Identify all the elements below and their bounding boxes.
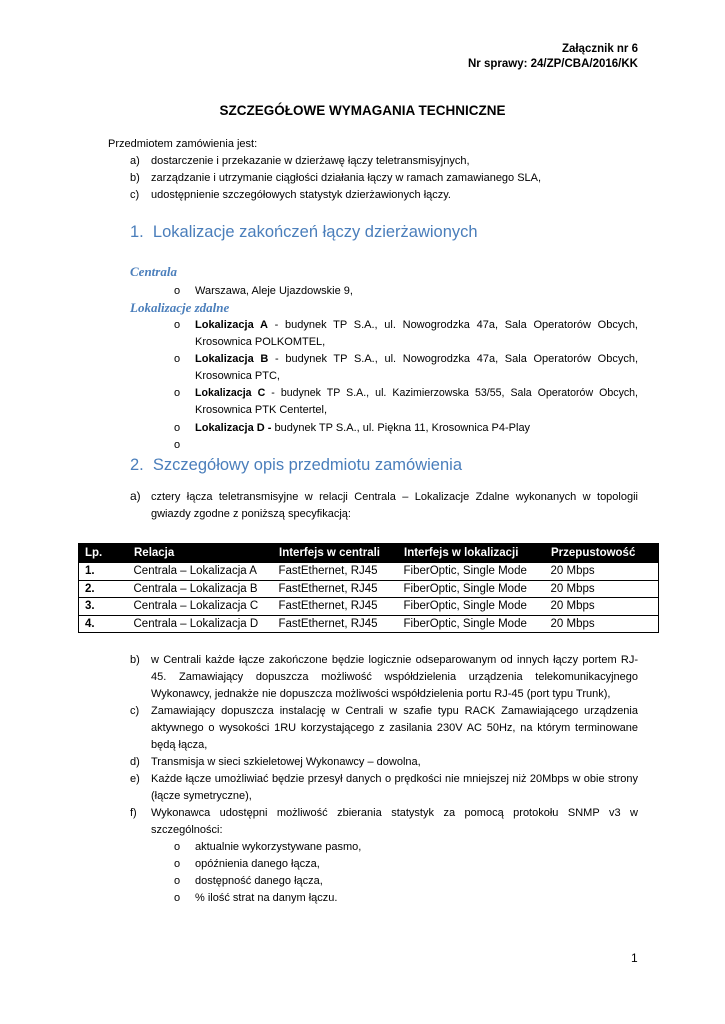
bullet: o (174, 892, 181, 904)
table-row (79, 598, 659, 616)
list-label: e) (130, 773, 140, 785)
bullet: o (174, 841, 181, 853)
case-number: Nr sprawy: 24/ZP/CBA/2016/KK (467, 58, 638, 70)
column-header: Interfejs w lokalizacji (398, 544, 545, 563)
table-cell: FastEthernet, RJ45 (273, 598, 398, 616)
section-heading: 1. Lokalizacje zakończeń łączy dzierżawionych (130, 223, 478, 241)
table-cell: FiberOptic, Single Mode (398, 563, 545, 581)
list-item: Wykonawca udostępni możliwość zbierania statystyk za pomocą protokołu SNMP v3 w szczególności: (151, 807, 638, 836)
table-cell: Centrala – Lokalizacja C (128, 598, 273, 616)
table-cell: 20 Mbps (545, 580, 659, 598)
stat-item: % ilość strat na danym łączu. (195, 892, 338, 904)
table-cell: FiberOptic, Single Mode (398, 598, 545, 616)
table-cell: 4. (79, 615, 128, 633)
stat-item: dostępność danego łącza, (195, 875, 323, 887)
remote-location-a: Lokalizacja A - budynek TP S.A., ul. Nowogrodzka 47a, Sala Operatorów Obcych, (195, 319, 638, 331)
list-item: w Centrali każde łącze zakończone będzie logicznie odseparowanym od innych łączy portem RJ-45. Zamawiający dopuszcza możliwość współdzielenia urządzenia telekomunikacyjnego Wykonawcy, jednakże nie dopuszcza możliwości współdzielenia portu RJ-45 (port typu Trunk), (151, 654, 638, 700)
stat-item: opóźnienia danego łącza, (195, 858, 320, 870)
list-item: Każde łącze umożliwiać będzie przesył danych o prędkości nie mniejszej niż 20Mbps w obie strony (łącze symetryczne), (151, 773, 638, 802)
table-cell: FastEthernet, RJ45 (273, 580, 398, 598)
list-label: a) (130, 155, 140, 167)
table-cell: Centrala – Lokalizacja A (128, 563, 273, 581)
list-item: udostępnienie szczegółowych statystyk dzierżawionych łączy. (151, 189, 451, 201)
table-cell: 2. (79, 580, 128, 598)
table-cell: 20 Mbps (545, 615, 659, 633)
column-header: Przepustowość (545, 544, 659, 563)
table-cell: 20 Mbps (545, 598, 659, 616)
list-item: cztery łącza teletransmisyjne w relacji Centrala – Lokalizacje Zdalne wykonanych w topologii gwiazdy zgodne z poniższą specyfikacją: (151, 491, 638, 520)
table-cell: FiberOptic, Single Mode (398, 580, 545, 598)
list-label: b) (130, 654, 140, 666)
remote-location-d: Lokalizacja D - budynek TP S.A., ul. Piękna 11, Krosownica P4-Play (195, 422, 531, 434)
remote-location-a-detail: Krosownica POLKOMTEL, (195, 336, 326, 348)
remote-location-c-detail: Krosownica PTK Centertel, (195, 404, 328, 416)
page-number: 1 (631, 951, 638, 965)
table-cell: 1. (79, 563, 128, 581)
table-row (79, 563, 659, 581)
list-label: f) (130, 807, 137, 819)
list-item: zarządzanie i utrzymanie ciągłości działania łączy w ramach zamawianego SLA, (151, 172, 542, 184)
central-address: Warszawa, Aleje Ujazdowskie 9, (195, 285, 353, 297)
table-cell: Centrala – Lokalizacja D (128, 615, 273, 633)
bullet: o (174, 422, 181, 434)
table-cell: 20 Mbps (545, 563, 659, 581)
bullet: o (174, 319, 181, 331)
bullet: o (174, 858, 181, 870)
remote-location-b-detail: Krosownica PTC, (195, 370, 280, 382)
list-label: c) (130, 705, 140, 717)
table-cell: FastEthernet, RJ45 (273, 615, 398, 633)
table-row (79, 580, 659, 598)
column-header: Interfejs w centrali (273, 544, 398, 563)
list-label: d) (130, 756, 140, 768)
document-title: SZCZEGÓŁOWE WYMAGANIA TECHNICZNE (219, 103, 506, 118)
table-header-row (79, 544, 659, 563)
table-cell: FastEthernet, RJ45 (273, 563, 398, 581)
list-label: c) (130, 189, 140, 201)
column-header: Relacja (128, 544, 273, 563)
table-row (79, 615, 659, 633)
stat-item: aktualnie wykorzystywane pasmo, (195, 841, 362, 853)
bullet: o (174, 439, 181, 451)
links-table (78, 543, 659, 633)
list-item: Transmisja w sieci szkieletowej Wykonawcy – dowolna, (151, 756, 421, 768)
remote-location-b: Lokalizacja B - budynek TP S.A., ul. Nowogrodzka 47a, Sala Operatorów Obcych, (195, 353, 638, 365)
list-item: dostarczenie i przekazanie w dzierżawę łączy teletransmisyjnych, (151, 155, 470, 167)
table-cell: 3. (79, 598, 128, 616)
table-cell: Centrala – Lokalizacja B (128, 580, 273, 598)
list-item: Zamawiający dopuszcza instalację w Centrali w szafie typu RACK Zamawiającego urządzenia aktywnego o wysokości 1RU korzystającego z zasilania 230V AC 50Hz, na którym terminowane będą łącza, (151, 705, 638, 751)
list-label: b) (130, 172, 140, 184)
remote-location-c: Lokalizacja C - budynek TP S.A., ul. Kazimierzowska 53/55, Sala Operatorów Obcych, (195, 387, 638, 399)
list-label: a) (130, 489, 141, 503)
bullet: o (174, 875, 181, 887)
bullet: o (174, 387, 181, 399)
attachment-label: Załącznik nr 6 (561, 43, 638, 55)
intro-lead: Przedmiotem zamówienia jest: (108, 138, 258, 150)
bullet: o (174, 285, 181, 297)
bullet: o (174, 353, 181, 365)
subheading-central: Centrala (130, 264, 177, 279)
subheading-remote: Lokalizacje zdalne (130, 300, 230, 315)
section-heading: 2. Szczegółowy opis przedmiotu zamówienia (130, 456, 462, 474)
column-header: Lp. (79, 544, 128, 563)
table-cell: FiberOptic, Single Mode (398, 615, 545, 633)
